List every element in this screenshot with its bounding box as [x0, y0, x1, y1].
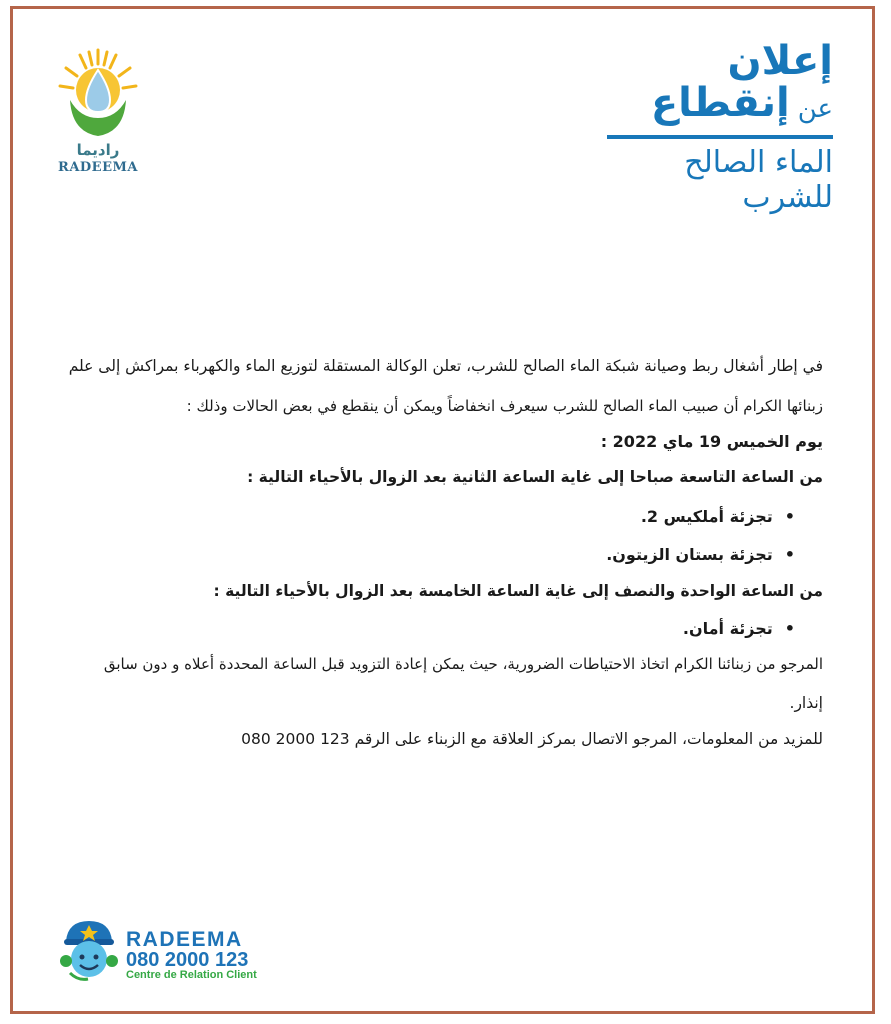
title-subtitle: الماء الصالح للشرب [684, 145, 833, 215]
list-item [641, 507, 795, 526]
title-line1: إعلان [727, 38, 833, 84]
title-line2-small: عن [797, 94, 833, 124]
bullet-icon: • [784, 507, 795, 526]
agent-mascot-icon [58, 915, 120, 987]
radeema-logo [58, 48, 138, 178]
bullet-icon: • [784, 545, 795, 564]
logo-latin-text: RADEEMA [58, 160, 138, 175]
title-line2-big: إنقطاع [650, 80, 790, 126]
list-item-label: تجزئة أمان. [682, 619, 773, 638]
list-item-label: تجزئة أملكيس 2. [640, 507, 773, 526]
list-item [683, 619, 795, 638]
contact-line: للمزيد من المعلومات، المرجو الاتصال بمركز العلاقة مع الزبناء على الرقم 123 2000 080 [241, 730, 823, 748]
list-item-label: تجزئة بستان الزيتون. [606, 545, 773, 564]
period2-heading: من الساعة الواحدة والنصف إلى غاية الساعة الخامسة بعد الزوال بالأحياء التالية : [213, 582, 823, 600]
customer-center-logo [58, 915, 258, 987]
footer-tagline: Centre de Relation Client [126, 969, 257, 981]
bullet-icon: • [784, 619, 795, 638]
footer-phone-number: 080 2000 123 [126, 949, 249, 971]
date-line: يوم الخميس 19 ماي 2022 : [600, 432, 823, 451]
title-divider [607, 135, 833, 139]
logo-arabic-text: راديما [76, 141, 120, 159]
list-item [606, 545, 795, 564]
footer-brand: RADEEMA [126, 928, 243, 951]
announcement-title [573, 40, 833, 124]
intro-line-1: في إطار أشغال ربط وصيانة شبكة الماء الصالح للشرب، تعلن الوكالة المستقلة لتوزيع الماء والكهرباء بمراكش إلى علم [68, 357, 823, 375]
notice-line-1: المرجو من زبنائنا الكرام اتخاذ الاحتياطات الضرورية، حيث يمكن إعادة التزويد قبل الساعة المحددة أعلاه و دون سابق [103, 655, 823, 673]
title-line2 [573, 82, 833, 124]
notice-line-2: إنذار. [789, 694, 823, 712]
period1-heading: من الساعة التاسعة صباحا إلى غاية الساعة الثانية بعد الزوال بالأحياء التالية : [247, 468, 823, 486]
intro-line-2: زبنائها الكرام أن صبيب الماء الصالح للشرب سيعرف انخفاضاً ويمكن أن ينقطع في بعض الحالات وذلك : [186, 397, 823, 415]
water-drop-sun-icon [58, 48, 138, 143]
